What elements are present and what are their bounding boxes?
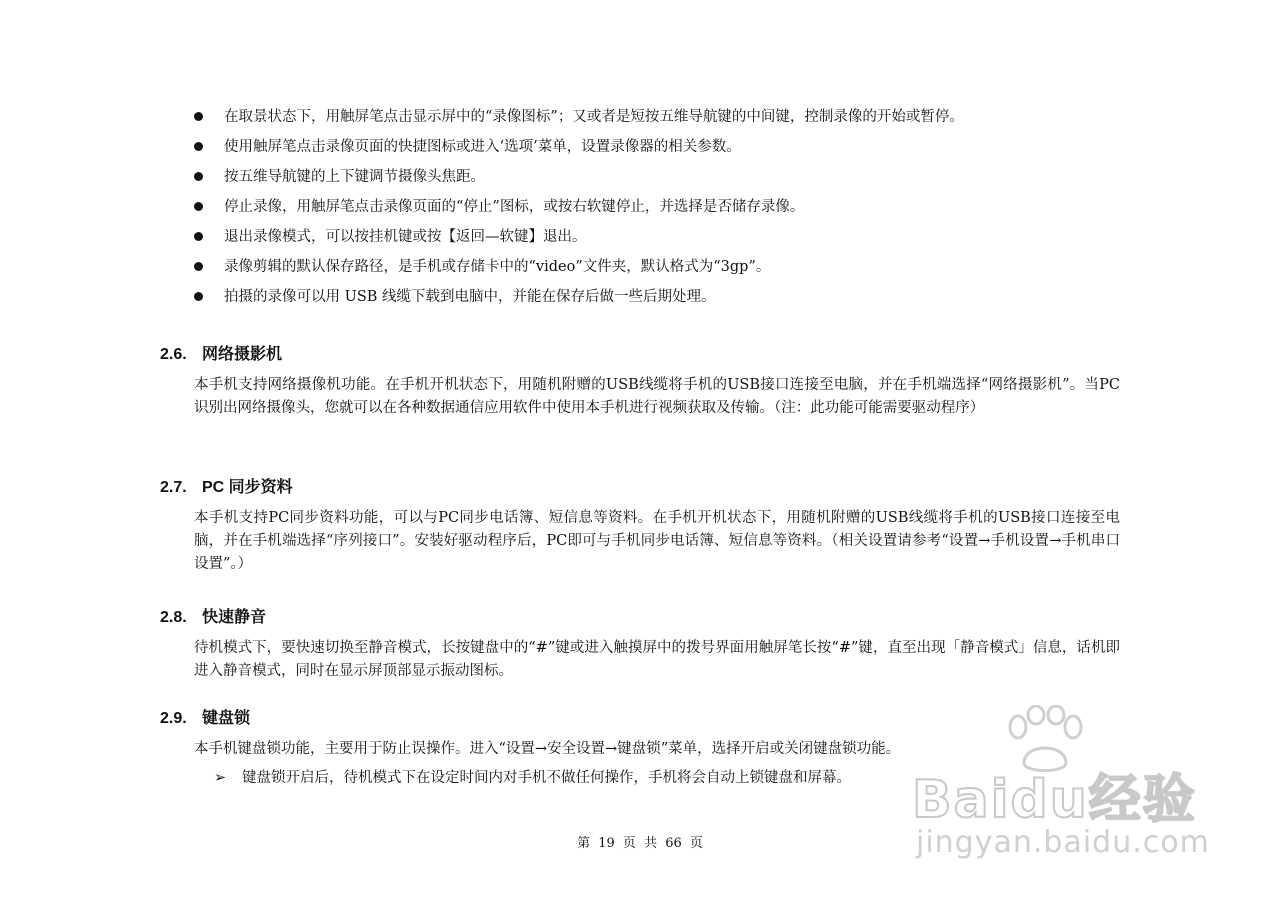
section-title: 键盘锁 <box>202 710 251 727</box>
bullet-text: 按五维导航键的上下键调节摄像头焦距。 <box>224 169 485 185</box>
section-heading <box>160 475 1120 501</box>
section-heading <box>160 605 1120 631</box>
bullet-text: 拍摄的录像可以用 USB 线缆下载到电脑中，并能在保存后做一些后期处理。 <box>224 289 716 305</box>
list-item <box>194 105 1174 135</box>
arrow-item-text: 键盘锁开启后，待机模式下在设定时间内对手机不做任何操作，手机将会自动上锁键盘和屏幕。 <box>242 770 851 786</box>
bullet-dot-icon <box>194 112 203 121</box>
bullet-dot-icon <box>194 232 203 241</box>
bullet-dot-icon <box>194 202 203 211</box>
bullet-text: 录像剪辑的默认保存路径，是手机或存储卡中的“video”文件夹，默认格式为“3gp”。 <box>224 259 771 275</box>
bullet-list <box>194 105 1174 315</box>
section-body: 待机模式下，要快速切换至静音模式，长按键盘中的“#”键或进入触摸屏中的拨号界面用触屏笔长按“#”键，直至出现「静音模式」信息，话机即进入静音模式，同时在显示屏顶部显示振动图标。 <box>194 640 1120 679</box>
section-body: 本手机键盘锁功能，主要用于防止误操作。进入“设置→安全设置→键盘锁”菜单，选择开启或关闭键盘锁功能。 <box>194 741 901 757</box>
list-item <box>194 195 1174 225</box>
section-number: 2.9. <box>160 710 187 727</box>
list-item <box>194 225 1174 255</box>
list-item <box>194 165 1174 195</box>
bullet-dot-icon <box>194 172 203 181</box>
bullet-text: 退出录像模式，可以按挂机键或按【返回—软键】退出。 <box>224 229 587 245</box>
watermark-logo: Baidu经验 <box>912 770 1197 830</box>
bullet-text: 在取景状态下，用触屏笔点击显示屏中的“录像图标”；又或者是短按五维导航键的中间键，控制录像的开始或暂停。 <box>224 109 964 125</box>
baidu-watermark <box>912 705 1212 865</box>
list-item <box>194 255 1174 285</box>
section-title: 快速静音 <box>202 609 267 626</box>
section-heading <box>160 342 1120 368</box>
section-webcam <box>160 342 1120 420</box>
watermark-url: jingyan.baidu.com <box>916 825 1210 860</box>
section-body: 本手机支持PC同步资料功能，可以与PC同步电话簿、短信息等资料。在手机开机状态下，用随机附赠的USB线缆将手机的USB接口连接至电脑，并在手机端选择“序列接口”。安装好驱动程序后，PC即可与手机同步电话簿、短信息等资料。（相关设置请参考“设置→手机设置→手机串口设置”。） <box>194 510 1120 572</box>
section-title: 网络摄影机 <box>202 346 283 363</box>
page-footer: 第 19 页 共 66 页 <box>577 836 703 851</box>
section-quick-mute <box>160 605 1120 683</box>
bullet-text: 使用触屏笔点击录像页面的快捷图标或进入‘选项’菜单，设置录像器的相关参数。 <box>224 139 741 155</box>
section-pc-sync <box>160 475 1120 576</box>
section-title: PC 同步资料 <box>202 479 293 496</box>
arrow-bullet-icon: ➢ <box>214 770 227 786</box>
list-item <box>194 135 1174 165</box>
bullet-dot-icon <box>194 292 203 301</box>
bullet-dot-icon <box>194 142 203 151</box>
section-number: 2.6. <box>160 346 187 363</box>
section-number: 2.7. <box>160 479 187 496</box>
section-number: 2.8. <box>160 609 187 626</box>
bullet-dot-icon <box>194 262 203 271</box>
section-body: 本手机支持网络摄像机功能。在手机开机状态下，用随机附赠的USB线缆将手机的USB接口连接至电脑，并在手机端选择“网络摄影机”。当PC识别出网络摄像头，您就可以在各种数据通信应用软件中使用本手机进行视频获取及传输。（注：此功能可能需要驱动程序） <box>194 377 1120 416</box>
bullet-text: 停止录像，用触屏笔点击录像页面的“停止”图标，或按右软键停止，并选择是否储存录像。 <box>224 199 805 215</box>
list-item <box>194 285 1174 315</box>
